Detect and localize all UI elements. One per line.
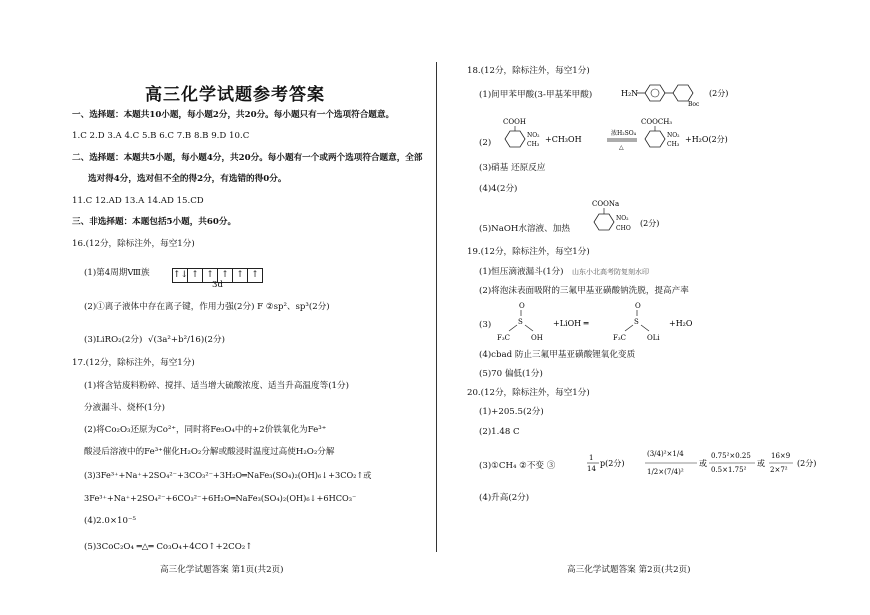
q19-part1: (1)恒压滴液漏斗(1分) bbox=[479, 267, 564, 277]
q17-part1: (1)将含钴废料粉碎、搅拌、适当增大硫酸浓度、适当升高温度等(1分) bbox=[84, 381, 349, 391]
oli-label: OLi bbox=[647, 334, 660, 342]
q18-structure-1 bbox=[617, 76, 757, 112]
answer-page-2 bbox=[437, 0, 870, 615]
q17-part1b: 分液漏斗、烧杯(1分) bbox=[84, 403, 165, 413]
orbital-box: ↑ bbox=[217, 268, 233, 283]
sulfur-label: S bbox=[518, 318, 523, 326]
q17-part3: (3)3Fe³⁺+Na⁺+2SO₄²⁻+3CO₃²⁻+3H₂O═NaFe₃(SO₄)₂(OH)₆↓+3CO₂↑或 bbox=[84, 470, 372, 480]
q19-equation bbox=[495, 298, 745, 344]
q20-part3: (3)①CH₄ ②不变 ③ bbox=[479, 461, 556, 471]
coona-label: COONa bbox=[592, 200, 620, 208]
q19-part3-label: (3) bbox=[479, 320, 492, 330]
q20-heading: 20.(12分，除标注外，每空1分) bbox=[467, 388, 590, 398]
q17-part3b: 3Fe³⁺+Na⁺+2SO₄²⁻+6CO₃²⁻+6H₂O═NaFe₃(SO₄)₂(OH)₆↓+6HCO₃⁻ bbox=[84, 493, 357, 503]
condition-label: 浓H₂SO₄ bbox=[611, 130, 637, 137]
or-label: 或 bbox=[699, 459, 707, 468]
q17-part2b: 酸浸后溶液中的Fe³⁺催化H₂O₂分解或酸浸时温度过高使H₂O₂分解 bbox=[84, 447, 335, 457]
page-footer: 高三化学试题答案 第1页(共2页) bbox=[160, 565, 284, 575]
q18-part5: (5)NaOH水溶液、加热 bbox=[479, 224, 570, 234]
expr2-numerator: 0.75²×0.25 bbox=[711, 452, 751, 460]
section-2-heading: 二、选择题：本题共5小题，每小题4分，共20分。每小题有一个或两个选项符合题意，全部 bbox=[72, 153, 423, 163]
q16-part3b: √(3a²+b²/16)(2分) bbox=[148, 335, 225, 345]
orbital-box: ↑ bbox=[247, 268, 263, 283]
section-2-heading-cont: 选对得4分，选对但不全的得2分，有选错的得0分。 bbox=[88, 174, 287, 184]
q17-heading: 17.(12分，除标注外，每空1分) bbox=[72, 358, 195, 368]
or-label: 或 bbox=[757, 459, 765, 468]
q17-part2: (2)将Co₂O₃还原为Co²⁺，同时将Fe₃O₄中的+2价铁氧化为Fe³⁺ bbox=[84, 425, 327, 435]
watermark-text: 山东小北高考防复刻水印 bbox=[572, 268, 649, 276]
q19-part5: (5)70 偏低(1分) bbox=[479, 369, 543, 379]
q20-part4: (4)升高(2分) bbox=[479, 493, 530, 503]
q18-structure-5 bbox=[582, 196, 692, 242]
q19-part4: (4)cbad 防止三氟甲基亚磺酸锂氧化变质 bbox=[479, 350, 636, 360]
heat-symbol: △ bbox=[619, 144, 624, 151]
q19-part2: (2)将泡沫表面吸附的三氟甲基亚磺酸钠洗脱，提高产率 bbox=[479, 286, 689, 296]
orbital-label: 3d bbox=[212, 280, 223, 290]
boc-label: Boc bbox=[688, 101, 700, 108]
q18-part1: (1)间甲苯甲酸(3-甲基苯甲酸) bbox=[479, 90, 593, 100]
lioh-label: +LiOH ═ bbox=[553, 319, 589, 328]
no2-label: NO₂ bbox=[616, 215, 629, 222]
no2-label: NO₂ bbox=[527, 132, 540, 139]
q18-part2-label: (2) bbox=[479, 138, 492, 148]
f3c-label: F₃C bbox=[497, 334, 511, 342]
q18-reaction bbox=[495, 115, 815, 165]
expr2-denominator: 0.5×1.75² bbox=[711, 466, 747, 474]
section-2-answers: 11.C 12.AD 13.A 14.AD 15.CD bbox=[72, 196, 204, 206]
section-3-heading: 三、非选择题：本题包括5小题，共60分。 bbox=[72, 217, 237, 227]
cho-label: CHO bbox=[616, 225, 631, 232]
expr1-numerator: (3/4)²×1/4 bbox=[647, 450, 684, 458]
frac-denominator: 14 bbox=[587, 465, 596, 473]
q19-heading: 19.(12分，除标注外，每空1分) bbox=[467, 247, 590, 257]
q18-part5-score: (2分) bbox=[640, 219, 660, 228]
expr3-numerator: 16×9 bbox=[771, 452, 791, 460]
kp-score: p(2分) bbox=[600, 459, 625, 468]
methanol-label: +CH₃OH bbox=[545, 135, 582, 144]
frac-numerator: 1 bbox=[589, 454, 594, 462]
section-1-answers: 1.C 2.D 3.A 4.C 5.B 6.C 7.B 8.B 9.D 10.C bbox=[72, 131, 250, 141]
page-footer: 高三化学试题答案 第2页(共2页) bbox=[567, 565, 691, 575]
orbital-box: ↑ bbox=[202, 268, 218, 283]
q18-heading: 18.(12分，除标注外，每空1分) bbox=[467, 66, 590, 76]
q16-part3a: (3)LiRO₂(2分) bbox=[84, 335, 143, 345]
cooh-label: COOH bbox=[503, 118, 526, 126]
cooch3-label: COOCH₃ bbox=[641, 118, 673, 126]
q20-part2: (2)1.48 C bbox=[479, 427, 520, 437]
q20-part3-score: (2分) bbox=[797, 459, 817, 468]
q20-part3-math bbox=[587, 442, 870, 492]
ch3-label: CH₃ bbox=[667, 141, 680, 148]
q16-part2: (2)①离子液体中存在离子键，作用力强(2分) F ②sp²、sp³(2分) bbox=[84, 302, 330, 312]
orbital-box: ↑ bbox=[232, 268, 248, 283]
orbital-box: ↑↓ bbox=[172, 268, 188, 283]
oxygen-label: O bbox=[519, 302, 525, 310]
expr3-denominator: 2×7² bbox=[770, 466, 788, 474]
q18-part4: (4)4(2分) bbox=[479, 184, 518, 194]
water-label: +H₂O bbox=[669, 319, 693, 328]
water-label: +H₂O(2分) bbox=[685, 135, 728, 144]
amine-label: H₂N bbox=[621, 89, 639, 98]
q20-part1: (1)+205.5(2分) bbox=[479, 407, 544, 417]
q18-part1-score: (2分) bbox=[709, 89, 729, 98]
ch3-label: CH₃ bbox=[527, 141, 540, 148]
oxygen-label: O bbox=[635, 302, 641, 310]
page-title: 高三化学试题参考答案 bbox=[145, 85, 325, 105]
hydroxyl-label: OH bbox=[531, 334, 543, 342]
expr1-denominator: 1/2×(7/4)² bbox=[647, 468, 684, 476]
sulfur-label: S bbox=[634, 318, 639, 326]
q17-part4: (4)2.0×10⁻⁵ bbox=[84, 516, 136, 526]
q16-heading: 16.(12分，除标注外，每空1分) bbox=[72, 239, 195, 249]
orbital-box: ↑ bbox=[187, 268, 203, 283]
section-1-heading: 一、选择题：本题共10小题，每小题2分，共20分。每小题只有一个选项符合题意。 bbox=[72, 110, 395, 120]
q17-part5: (5)3CoC₂O₄ ═△═ Co₃O₄+4CO↑+2CO₂↑ bbox=[84, 542, 253, 552]
no2-label: NO₂ bbox=[667, 132, 680, 139]
f3c-label: F₃C bbox=[613, 334, 627, 342]
q18-part3: (3)硝基 还原反应 bbox=[479, 163, 546, 173]
q16-part1: (1)第4周期Ⅷ族 bbox=[84, 268, 150, 278]
